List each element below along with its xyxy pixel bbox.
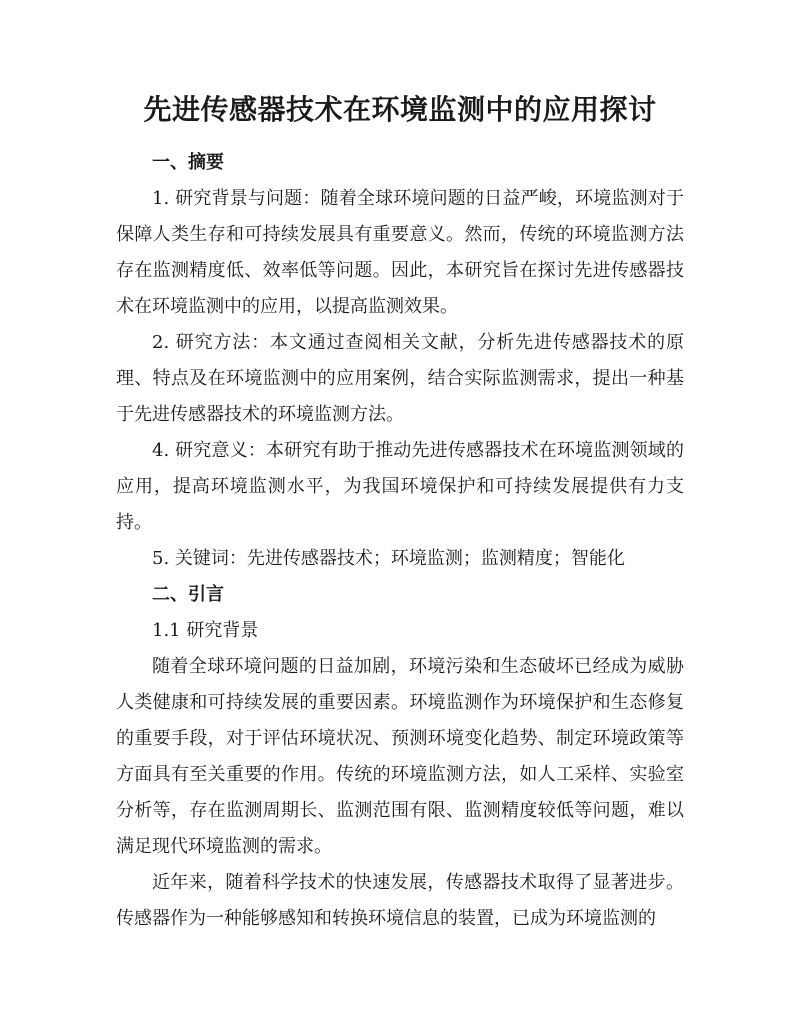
document-title: 先进传感器技术在环境监测中的应用探讨 <box>143 93 657 126</box>
abstract-paragraph-method: 2. 研究方法：本文通过查阅相关文献，分析先进传感器技术的原理、特点及在环境监测中的应用案例，结合实际监测需求，提出一种基于先进传感器技术的环境监测方法。 <box>116 332 684 425</box>
section-heading-intro: 二、引言 <box>152 584 224 605</box>
abstract-paragraph-keywords: 5. 关键词：先进传感器技术；环境监测；监测精度；智能化 <box>152 548 625 569</box>
subsection-heading-background: 1.1 研究背景 <box>152 620 259 641</box>
intro-paragraph-1: 随着全球环境问题的日益加剧，环境污染和生态破坏已经成为威胁人类健康和可持续发展的重要因素。环境监测作为环境保护和生态修复的重要手段，对于评估环境状况、预测环境变化趋势、制定环境政策等方面具有至关重要的作用。传统的环境监测方法，如人工采样、实验室分析等，存在监测周期长、监测范围有限、监测精度较低等问题，难以满足现代环境监测的需求。 <box>116 656 684 857</box>
abstract-paragraph-background: 1. 研究背景与问题：随着全球环境问题的日益严峻，环境监测对于保障人类生存和可持续发展具有重要意义。然而，传统的环境监测方法存在监测精度低、效率低等问题。因此，本研究旨在探讨先进传感器技术在环境监测中的应用，以提高监测效果。 <box>116 188 684 317</box>
abstract-paragraph-significance: 4. 研究意义：本研究有助于推动先进传感器技术在环境监测领域的应用，提高环境监测水平，为我国环境保护和可持续发展提供有力支持。 <box>116 440 684 533</box>
intro-paragraph-2: 近年来，随着科学技术的快速发展，传感器技术取得了显著进步。传感器作为一种能够感知和转换环境信息的装置，已成为环境监测的 <box>116 872 684 929</box>
section-heading-abstract: 一、摘要 <box>152 152 224 173</box>
document-body <box>116 145 684 937</box>
